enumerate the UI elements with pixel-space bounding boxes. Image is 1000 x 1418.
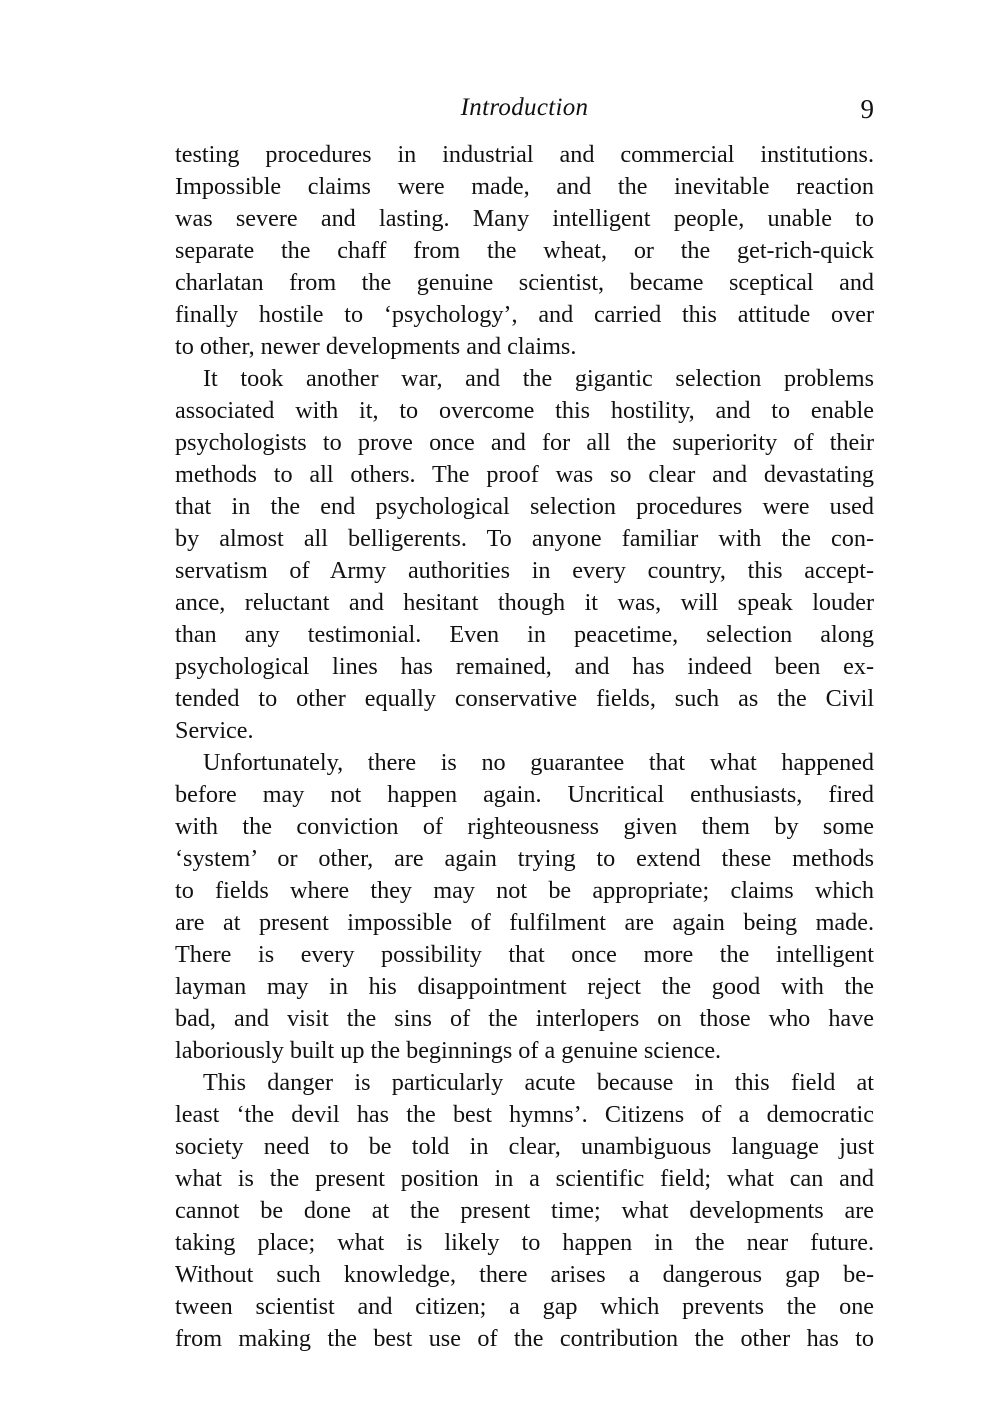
- running-head: [175, 90, 874, 126]
- text-line: charlatan from the genuine scientist, became sceptical and: [175, 269, 875, 296]
- text-line: what is the present position in a scientific field; what can and: [175, 1165, 875, 1192]
- text-line: taking place; what is likely to happen in the near future.: [175, 1229, 875, 1256]
- text-line: separate the chaff from the wheat, or the get-rich-quick: [175, 237, 874, 264]
- paragraph: [175, 747, 874, 1067]
- text-line: This danger is particularly acute because in this field at: [203, 1069, 875, 1096]
- text-line: was severe and lasting. Many intelligent people, unable to: [175, 205, 874, 232]
- text-line: tended to other equally conservative fields, such as the Civil: [175, 685, 875, 712]
- text-line: that in the end psychological selection procedures were used: [175, 493, 874, 520]
- text-line: by almost all belligerents. To anyone familiar with the con-: [175, 525, 875, 552]
- text-line: bad, and visit the sins of the interlopers on those who have: [175, 1005, 874, 1032]
- text-line: It took another war, and the gigantic selection problems: [203, 365, 875, 392]
- text-line: society need to be told in clear, unambiguous language just: [175, 1133, 875, 1160]
- text-line: finally hostile to ‘psychology’, and carried this attitude over: [175, 301, 875, 328]
- text-line: ‘system’ or other, are again trying to extend these methods: [175, 845, 875, 872]
- text-line: from making the best use of the contribution the other has to: [175, 1325, 875, 1352]
- text-line: layman may in his disappointment reject the good with the: [175, 973, 875, 1000]
- text-line: are at present impossible of fulfilment are again being made.: [175, 909, 874, 936]
- text-line: cannot be done at the present time; what developments are: [175, 1197, 875, 1224]
- text-line: before may not happen again. Uncritical enthusiasts, fired: [175, 781, 874, 808]
- text-line: ance, reluctant and hesitant though it was, will speak louder: [175, 589, 875, 616]
- paragraph: [175, 363, 874, 747]
- text-line: Service.: [175, 717, 254, 744]
- running-title: [175, 90, 874, 126]
- text-line: There is every possibility that once more the intelligent: [175, 941, 874, 968]
- text-line: tween scientist and citizen; a gap which prevents the one: [175, 1293, 875, 1320]
- text-line: with the conviction of righteousness given them by some: [175, 813, 874, 840]
- text-line: to fields where they may not be appropriate; claims which: [175, 877, 874, 904]
- text-line: Without such knowledge, there arises a dangerous gap be-: [175, 1261, 874, 1288]
- body-text: [175, 139, 874, 1355]
- text-line: to other, newer developments and claims.: [175, 333, 577, 360]
- text-line: than any testimonial. Even in peacetime, selection along: [175, 621, 874, 648]
- text-line: Impossible claims were made, and the inevitable reaction: [175, 173, 874, 200]
- page-number: 9: [860, 94, 874, 124]
- text-line: methods to all others. The proof was so clear and devastating: [175, 461, 875, 488]
- text-line: Unfortunately, there is no guarantee that what happened: [203, 749, 875, 776]
- text-line: laboriously built up the beginnings of a genuine science.: [175, 1037, 722, 1064]
- text-line: psychologists to prove once and for all the superiority of their: [175, 429, 875, 456]
- text-line: servatism of Army authorities in every country, this accept-: [175, 557, 875, 584]
- paragraph: [175, 1067, 874, 1355]
- chapter-title: Introduction: [460, 94, 589, 121]
- text-line: testing procedures in industrial and commercial institutions.: [175, 141, 874, 168]
- text-line: least ‘the devil has the best hymns’. Citizens of a democratic: [175, 1101, 875, 1128]
- text-line: associated with it, to overcome this hostility, and to enable: [175, 397, 874, 424]
- text-line: psychological lines has remained, and has indeed been ex-: [175, 653, 875, 680]
- paragraph: [175, 139, 874, 363]
